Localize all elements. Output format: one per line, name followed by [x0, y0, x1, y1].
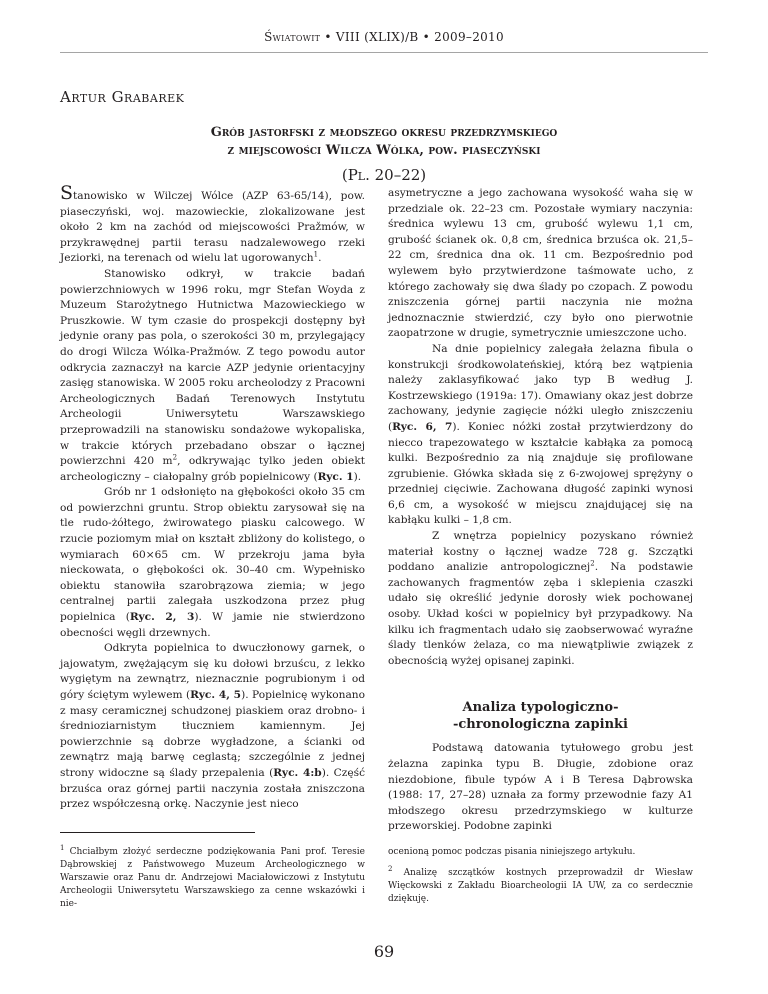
- area-superscript: 2: [172, 453, 178, 462]
- paragraph-4-text: Odkryta popielnica to dwuczłonowy garnek, o jajowatym, zwężającym się ku dołowi brzuścu, z lekko wygiętym na zewnątrz, nieznacznie pogrubionym i od góry ściętym wylewem (: [60, 642, 365, 701]
- paragraph-4: [60, 641, 365, 813]
- page-number: 69: [373, 942, 395, 961]
- figure-ref: Ryc. 4:b: [273, 766, 322, 779]
- paragraph-5: asymetryczne a jego zachowana wysokość waha się w przedziale ok. 22–23 cm. Pozostałe wymiary naczynia: średnica wylewu 13 cm, grubość wylewu 1,1 cm, grubość ścianek ok. 0,8 cm, średnica brzuśca ok. 21,5–22 cm, średnica dna ok. 11 cm. Bezpośrednio pod wylewem było przytwierdzone taśmowate ucho, z którego zachowały się dwa ślady po czopach. Z powodu zniszczenia górnej partii naczynia nie można jednoznacznie stwierdzić, czy było ono pierwotnie zaopatrzone w drugie, symetrycznie umieszczone ucho.: [388, 187, 693, 340]
- paragraph-6-end: ). Koniec nóżki został przytwierdzony do niecco trapezowatego w kształcie kabłąka za pomocą kulki. Bezpośrednio za nią znajduje się profilowane zgrubienie. Główka składa się z 6-zwojowej sprężyny o przedniej cięciwie. Zachowana długość zapinki wynosi 6,6 cm, a wysokość w miejscu znajdującej się na kabłąku kulki – 1,8 cm.: [388, 420, 694, 527]
- figure-ref: Ryc. 1: [317, 470, 354, 483]
- footnote-2-text: Analizę szczątków kostnych przeprowadził dr Wiesław Więckowski z Zakładu Bioarcheologii IA UW, za co serdecznie dziękuję.: [388, 868, 693, 904]
- footnote-1-marker: 1: [60, 844, 65, 852]
- header-divider: [60, 52, 708, 53]
- paragraph-7-text: Z wnętrza popielnicy pozyskano również materiał kostny o łącznej wadze 728 g. Szczątki poddano analizie antropologicznej: [388, 530, 693, 574]
- left-column: [60, 182, 366, 813]
- paragraph-4-text-b: ). Popielnicę wykonano z masy ceramicznej schudzonej piaskiem oraz drobno- i średnioziarnistym tłuczniem kamiennym. Jej powierzchnie są dobrze wygładzone, a ścianki od zewnątrz mają barwę ceglastą; szczególnie z jednej strony widoczne są ślady przepalenia (: [60, 689, 365, 779]
- paragraph-2-text-b: , odkrywając tylko jeden obiekt archeologiczny – ciałopalny grób popielnicowy (: [60, 455, 366, 483]
- footnotes-right: [388, 846, 693, 914]
- paragraph-3-text: Grób nr 1 odsłonięto na głębokości około 35 cm od powierzchni gruntu. Strop obiektu zarysował się na tle rudo-żółtego, żwirowatego piasku calcowego. W rzucie poziomym miał on kształt zbliżony do kolistego, o wymiarach 60×65 cm. W przekroju jama była nieckowata, o głębokości ok. 30–40 cm. Wypełnisko obiektu stanowiła szarobrązowa ziemia; w jego centralnej partii zalegała uszkodzona przez pług popielnica (: [60, 486, 365, 624]
- footnotes-left: [60, 846, 365, 919]
- paragraph-2-text: Stanowisko odkrył, w trakcie badań powierzchniowych w 1996 roku, mgr Stefan Woyda z Muzeum Starożytnego Hutnictwa Mazowieckiego w Pruszkowie. W tym czasie do prospekcji dostępny był jedynie orany pas pola, o szerokości 30 m, przylegający do drogi Wilcza Wólka-Pražmów. Z tego powodu autor odkrycia zaznaczył na karcie AZP jedynie orientacyjny zasięg stanowiska. W 2005 roku archeolodzy z Pracowni Archeologicznych Badań Terenowych Instytutu Archeologii Uniwersytetu Warszawskiego przeprowadzili na stanowisku sondażowe wykopaliska, w trakcie których przebadano obszar o łącznej powierzchni 420 m: [60, 267, 365, 468]
- paragraph-3-end: ). W jamie nie stwierdzono obecności węgli drzewnych.: [60, 611, 365, 639]
- paragraph-7: [388, 529, 693, 669]
- paragraph-2-end: ).: [353, 470, 362, 483]
- figure-ref: Ryc. 2, 3: [129, 611, 195, 624]
- footnote-ref-1: 1: [313, 250, 319, 259]
- footnote-1-text: Chciałbym złożyć serdeczne podziękowania Pani prof. Teresie Dąbrowskiej z Państwowego Muzeum Archeologicznego w Warszawie oraz Panu dr. Andrzejowi Maciałowiczowi z Instytutu Archeologii Uniwersytetu Warszawskiego za cenne wskazówki i nie-: [60, 847, 365, 909]
- footnote-ref-2: 2: [590, 559, 595, 568]
- plates-reference: (Pl. 20–22): [341, 166, 427, 184]
- article-title-line-2: z miejscowości Wilcza Wólka, pow. piaseczyński: [227, 143, 541, 158]
- paragraph-2: [60, 267, 365, 485]
- paragraph-6-text: Na dnie popielnicy zalegała żelazna fibula o konstrukcji środkowolateńskiej, którą bez wątpienia należy zaklasyfikować jako typ B według J. Kostrzewskiego (1919a: 17). Omawiany okaz jest dobrze zachowany, jedynie zagięcie nóżki uległo zniszczeniu (: [388, 342, 693, 433]
- paragraph-6: [388, 342, 693, 529]
- paragraph-8: Podstawą datowania tytułowego grobu jest żelazna zapinka typu B. Długie, zdobione oraz niezdobione, fibule typów A i B Teresa Dąbrowska (1988: 17, 27–28) uznała za formy przewodnie fazy A1 młodszego okresu przedrzymskiego w kulturze przeworskiej. Podobne zapinki: [388, 742, 693, 833]
- paragraph-4-end: ). Część brzuśca oraz górnej partii naczynia została zniszczona przez współczesną orkę. Naczynie jest nieco: [60, 766, 365, 811]
- footnote-1-continued: ocenioną pomoc podczas pisania niniejszego artykułu.: [388, 847, 636, 857]
- footnote-2-marker: 2: [388, 865, 393, 873]
- paragraph-1-end: .: [318, 252, 322, 265]
- footnote-1: [60, 846, 365, 911]
- section-heading-line-2: -chronologiczna zapinki: [453, 717, 628, 733]
- paragraph-7-end: . Na podstawie zachowanych fragmentów zęba i sklepienia czaszki udało się określić jedynie dorosły wiek pochowanej osoby. Układ kości w popielnicy był przypadkowy. Na kilku ich fragmentach udało się zaobserwować wyraźne ślady tlenków żelaza, co ma niewątpliwie związek z obecnością wyżej opisanej zapinki.: [388, 561, 693, 667]
- footnote-divider: [60, 832, 255, 833]
- right-column: [388, 186, 693, 835]
- section-heading-line-1: Analiza typologiczno-: [462, 700, 619, 716]
- drop-cap: S: [60, 182, 74, 204]
- author-name: Artur Grabarek: [60, 88, 185, 106]
- running-head: Światowit • VIII (XLIX)/B • 2009–2010: [264, 30, 504, 44]
- figure-ref: Ryc. 4, 5: [190, 689, 242, 701]
- paragraph-1-text: tanowisko w Wilczej Wólce (AZP 63-65/14), pow. piaseczyński, woj. mazowieckie, zlokalizowane jest około 2 km na zachód od miejscowości Pražmów, w przykrawędnej partii terasu nadzalewowego rzeki Jeziorki, na terenach od wielu lat ugorowanych: [60, 190, 365, 265]
- paragraph-3: [60, 485, 365, 641]
- article-title-line-1: Grób jastorfski z młodszego okresu przedrzymskiego: [210, 125, 558, 140]
- figure-ref: Ryc. 6, 7: [392, 420, 453, 433]
- footnote-2: [388, 867, 693, 906]
- article-title: [60, 124, 708, 160]
- paragraph-1: [60, 182, 365, 267]
- section-heading: [388, 699, 693, 733]
